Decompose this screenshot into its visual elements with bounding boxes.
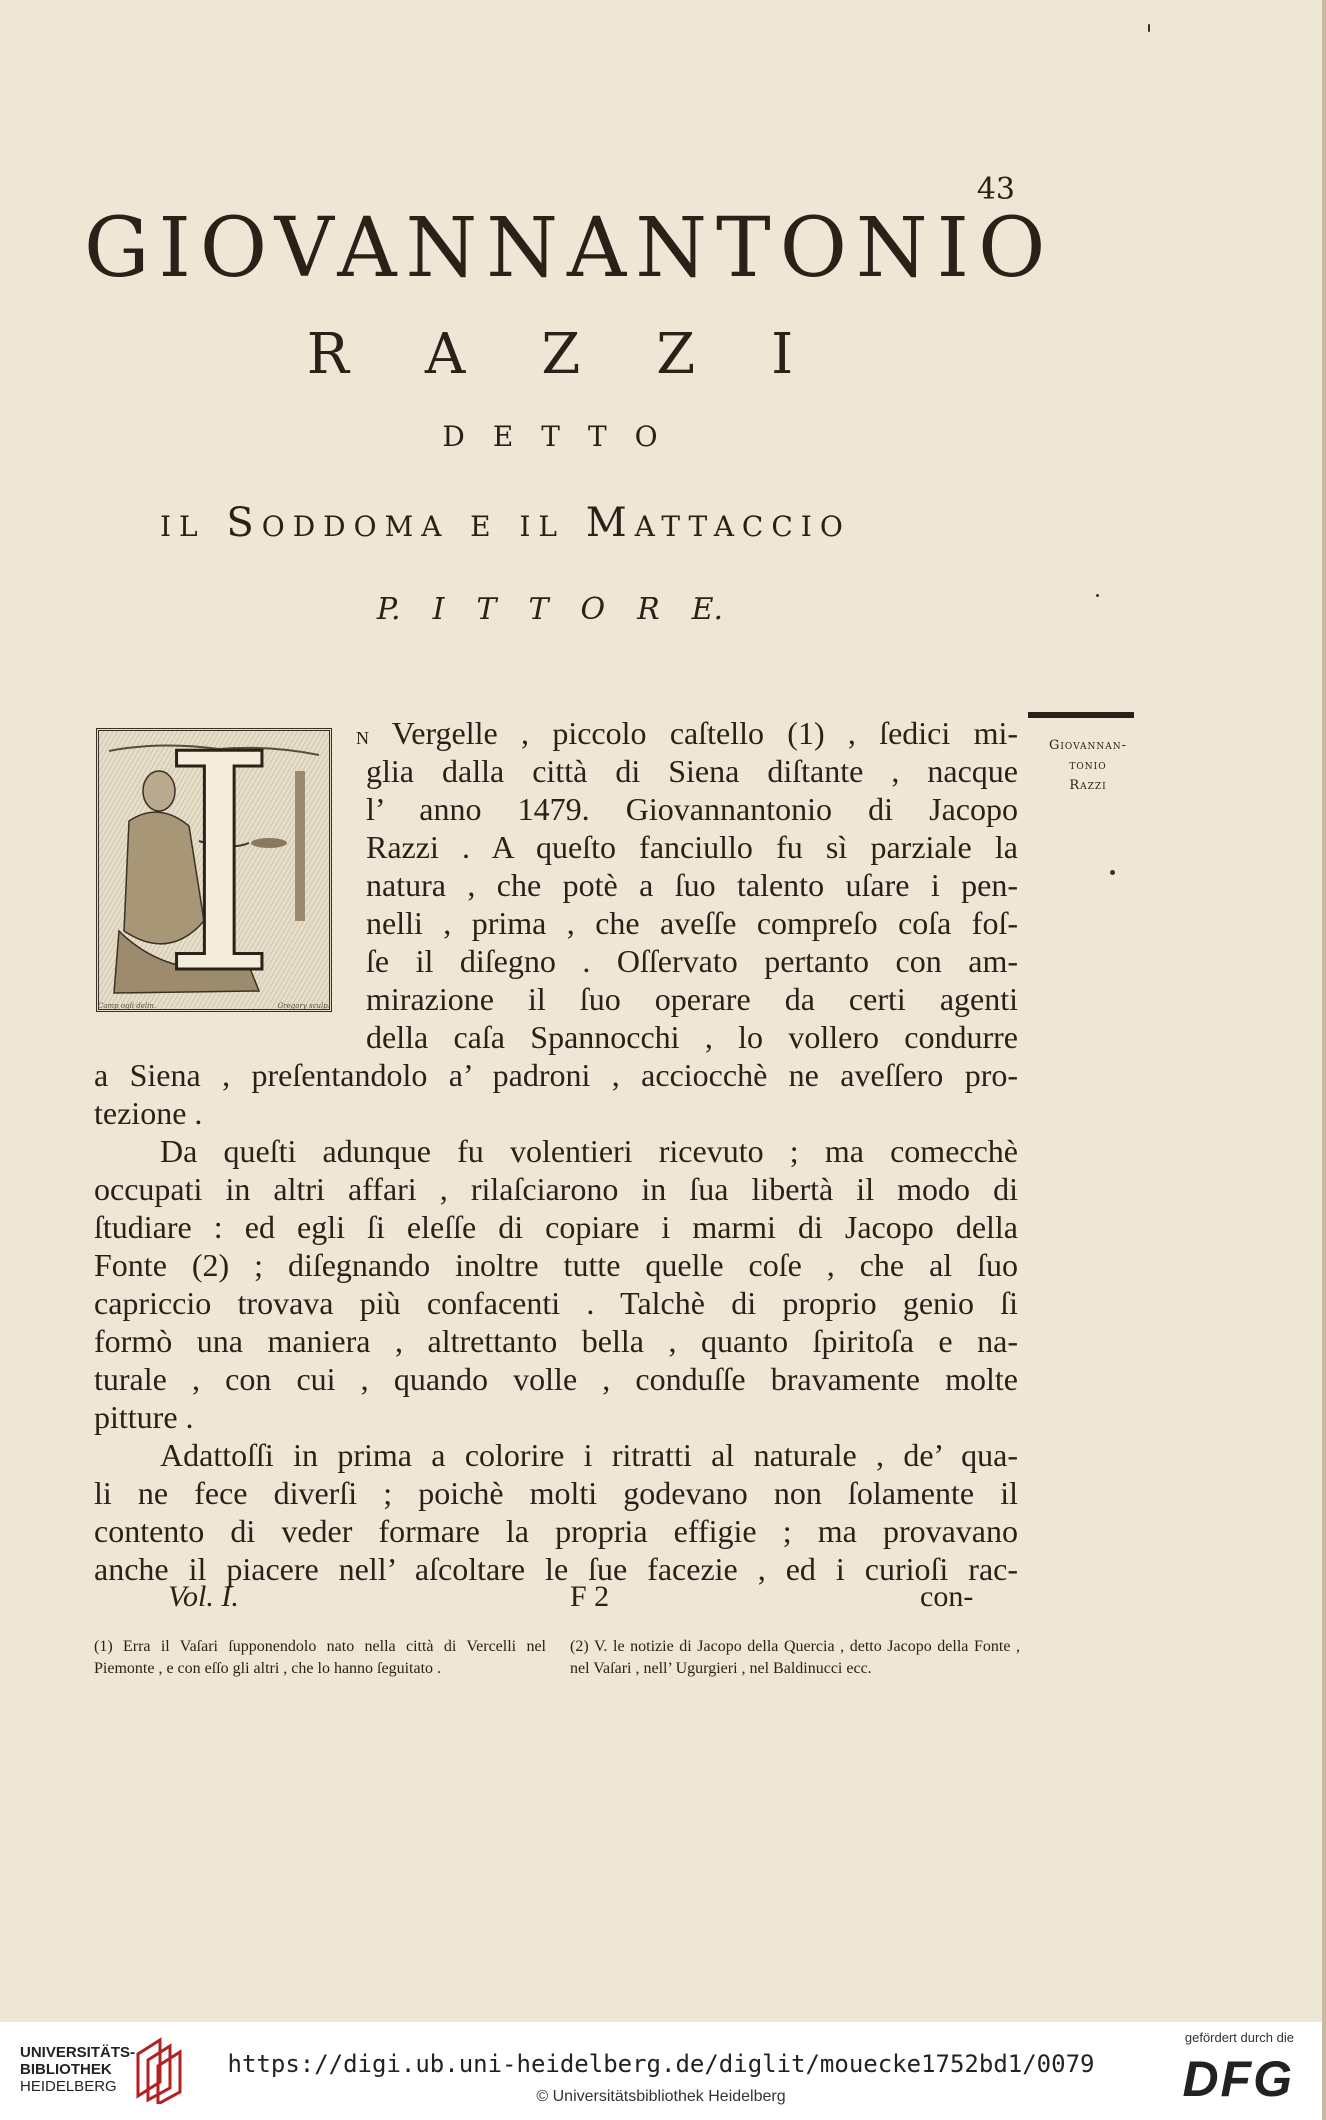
body-line: della caſa Spannocchi , lo vollero condurre	[366, 1019, 1018, 1055]
surname-letter: I	[771, 322, 794, 387]
pittore-letter: T	[476, 592, 497, 627]
paper-speck	[1096, 594, 1099, 597]
pittore-letter: O	[580, 592, 606, 627]
copyright-notice: © Universitätsbibliothek Heidelberg	[536, 2088, 786, 2105]
surname-letter: Z	[656, 322, 696, 387]
detto-letter: O	[634, 420, 658, 453]
body-line: Fonte (2) ; diſegnando inoltre tutte quelle coſe , che al ſuo	[94, 1247, 1018, 1283]
detto-heading	[0, 420, 1100, 453]
body-line: a Siena , preſentandolo a’ padroni , acciocchè ne aveſſero pro-	[94, 1057, 1018, 1093]
pittore-letter: R	[637, 592, 660, 627]
body-line: tezione .	[94, 1095, 203, 1131]
body-line: occupati in altri affari , rilaſciarono in ſua libertà il modo di	[94, 1171, 1018, 1207]
body-line: mirazione il ſuo operare da certi agenti	[366, 981, 1018, 1017]
initial-letter: I	[160, 691, 279, 1040]
surname-letter: Z	[541, 322, 581, 387]
body-line: ſtudiare : ed egli ſi eleſſe di copiare i marmi di Jacopo della	[94, 1209, 1018, 1245]
footnote-right: (2) V. le notizie di Jacopo della Quercia , detto Jacopo della Fonte , nel Vaſari , nell’ Ugurgieri , nel Baldinucci ecc.	[570, 1638, 1020, 1677]
footer-bar	[0, 2022, 1322, 2120]
body-line: Da queſti adunque fu volentieri ricevuto ; ma comecchè	[160, 1133, 1018, 1169]
body-line: glia dalla città di Siena diſtante , nacque	[366, 753, 1018, 789]
funder-logo[interactable]: DFG	[1182, 2051, 1294, 2107]
engraving-credits	[98, 1002, 330, 1010]
body-line: turale , con cui , quando volle , conduſſe bravamente molte	[94, 1361, 1018, 1397]
first-word-lead: n	[356, 721, 369, 750]
margin-rule	[1028, 712, 1134, 718]
pittore-letter: T	[528, 592, 549, 627]
body-line	[356, 714, 1018, 755]
detto-letter: T	[541, 420, 560, 453]
paper-speck	[1110, 870, 1115, 875]
surname-letter: A	[424, 322, 466, 387]
pittore-letter: P.	[376, 592, 401, 627]
profession-heading	[0, 592, 1100, 627]
engraving-credit-left: Camp ogli delin.	[98, 1002, 157, 1010]
funder-label: gefördert durch die	[1184, 2030, 1294, 2045]
body-line-text: Vergelle , piccolo caſtello (1) , ſedici mi-	[369, 715, 1018, 751]
body-line: ſe il diſegno . Oſſervato pertanto con am-	[366, 943, 1018, 979]
catchword: con-	[920, 1580, 974, 1613]
page-number: 43	[976, 172, 1015, 207]
page-title: GIOVANNANTONIO	[84, 201, 1055, 296]
body-line: li ne fece diverſi ; poichè molti godevano non ſolamente il	[94, 1475, 1018, 1511]
engraving-credit-right: Gregory sculp.	[277, 1002, 330, 1010]
pittore-letter: I	[432, 592, 445, 627]
pittore-letter: E.	[691, 592, 724, 627]
body-line: natura , che potè a ſuo talento uſare i pen-	[366, 867, 1018, 903]
surname-letter: R	[306, 322, 349, 387]
margin-note-line: Giovannan-	[1048, 738, 1128, 753]
library-name-line: HEIDELBERG	[20, 2078, 117, 2095]
body-line: capriccio trovava più confacenti . Talchè di proprio genio ſi	[94, 1285, 1018, 1321]
page-edge	[1322, 0, 1326, 2120]
body-line: Razzi . A queſto fanciullo fu sì parziale la	[366, 829, 1018, 865]
body-line: l’ anno 1479. Giovannantonio di Jacopo	[366, 791, 1018, 827]
detto-letter: T	[587, 420, 607, 453]
body-line: Adattoſſi in prima a colorire i ritratti al naturale , de’ qua-	[160, 1437, 1018, 1473]
library-name-line: BIBLIOTHEK	[20, 2061, 112, 2078]
volume-label: Vol. I.	[168, 1580, 239, 1613]
body-line: pitture .	[94, 1399, 194, 1435]
paper-speck	[1148, 24, 1150, 32]
body-line: contento di veder formare la propria effigie ; ma provavano	[94, 1513, 1018, 1549]
signature-mark: F 2	[570, 1580, 610, 1613]
surname-heading	[0, 322, 1100, 387]
body-line: nelli , prima , che aveſſe compreſo coſa foſ-	[366, 905, 1018, 941]
margin-note-line: Razzi	[1069, 778, 1107, 793]
subtitle: il Soddoma e il Mattaccio	[160, 500, 851, 546]
detto-letter: D	[442, 420, 465, 453]
body-line: formò una maniera , altrettanto bella , quanto ſpiritoſa e na-	[94, 1323, 1018, 1359]
body-line: anche il piacere nell’ aſcoltare le ſue facezie , ed i curioſi rac-	[94, 1551, 1018, 1587]
margin-note-line: tonio	[1069, 758, 1107, 773]
footnote-left: (1) Erra il Vaſari ſupponendolo nato nella città di Vercelli nel Piemonte , e con eſſo gli altri , che lo hanno ſeguitato .	[94, 1638, 546, 1677]
detto-letter: E	[492, 420, 514, 453]
library-name-line: UNIVERSITÄTS-	[20, 2044, 136, 2061]
permalink-url[interactable]: https://digi.ub.uni-heidelberg.de/diglit/mouecke1752bd1/0079	[227, 2050, 1095, 2078]
margin-note	[1030, 736, 1146, 796]
